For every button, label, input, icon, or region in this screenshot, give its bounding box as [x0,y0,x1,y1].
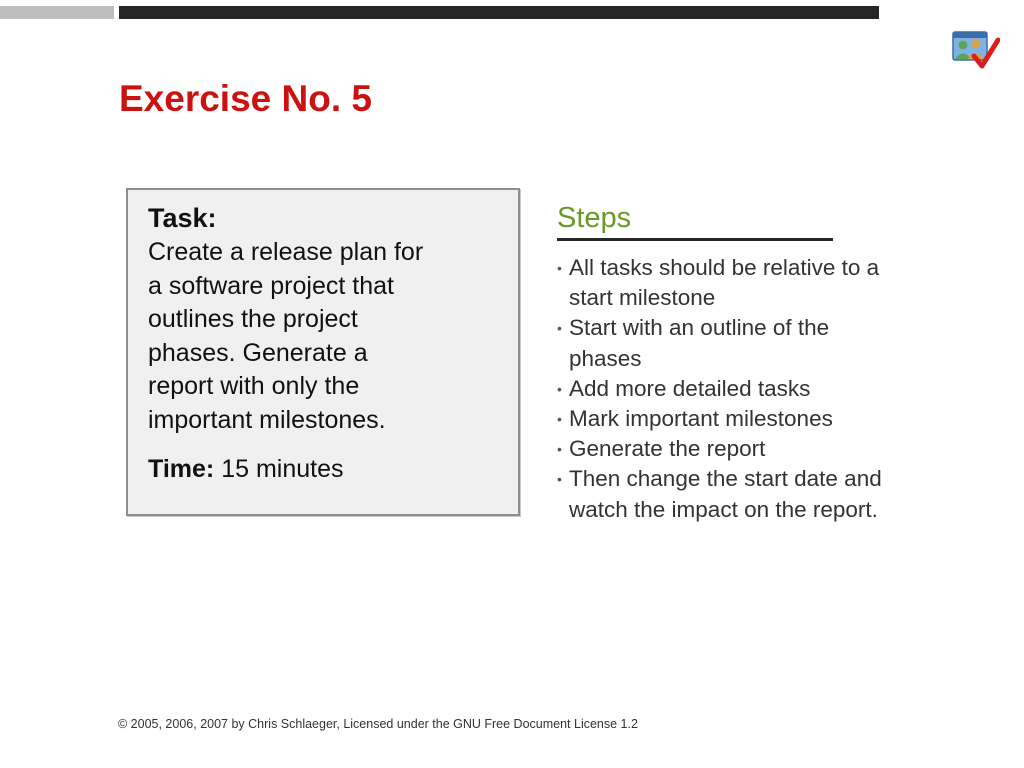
step-text: Add more detailed tasks [569,375,811,401]
bullet-icon: • [557,411,562,428]
steps-list [557,253,977,525]
bullet-icon: • [557,260,562,276]
step-text: start milestone [569,285,716,311]
task-description [148,236,500,437]
steps-divider [557,238,833,241]
task-line: important milestones. [148,405,386,434]
slide-title: Exercise No. 5 [119,78,372,119]
task-line: a software project that [148,271,394,300]
list-item [557,374,977,404]
top-bar-dark [119,6,879,19]
task-line: outlines the project [148,305,358,333]
task-heading: Task: [148,203,217,233]
task-line: Create a release plan for [148,238,424,266]
steps-heading: Steps [557,202,632,234]
step-text: phases [569,345,642,371]
step-text: Start with an outline of the [569,315,830,341]
step-text: All tasks should be relative to a [569,255,880,280]
list-item [557,253,977,313]
list-item [557,464,977,524]
bullet-icon: • [557,471,562,488]
step-text: watch the impact on the report. [569,496,878,522]
list-item [557,404,977,434]
step-text: Then change the start date and [569,466,882,492]
step-text: Generate the report [569,436,766,462]
time-label: Time: [148,455,215,483]
bullet-icon: • [557,441,562,458]
list-item [557,313,977,373]
bullet-icon: • [557,320,562,337]
time-line [148,453,500,485]
step-text: Mark important milestones [569,406,833,432]
time-value: 15 minutes [221,455,344,483]
task-line: phases. Generate a [148,338,368,367]
task-box [126,188,520,516]
copyright-footer: © 2005, 2006, 2007 by Chris Schlaeger, Licensed under the GNU Free Document License 1.2 [118,717,638,731]
users-checkmark-icon [952,26,1000,70]
task-line: report with only the [148,372,360,400]
top-bar-gray [0,6,114,19]
bullet-icon: • [557,380,562,397]
list-item [557,434,977,464]
